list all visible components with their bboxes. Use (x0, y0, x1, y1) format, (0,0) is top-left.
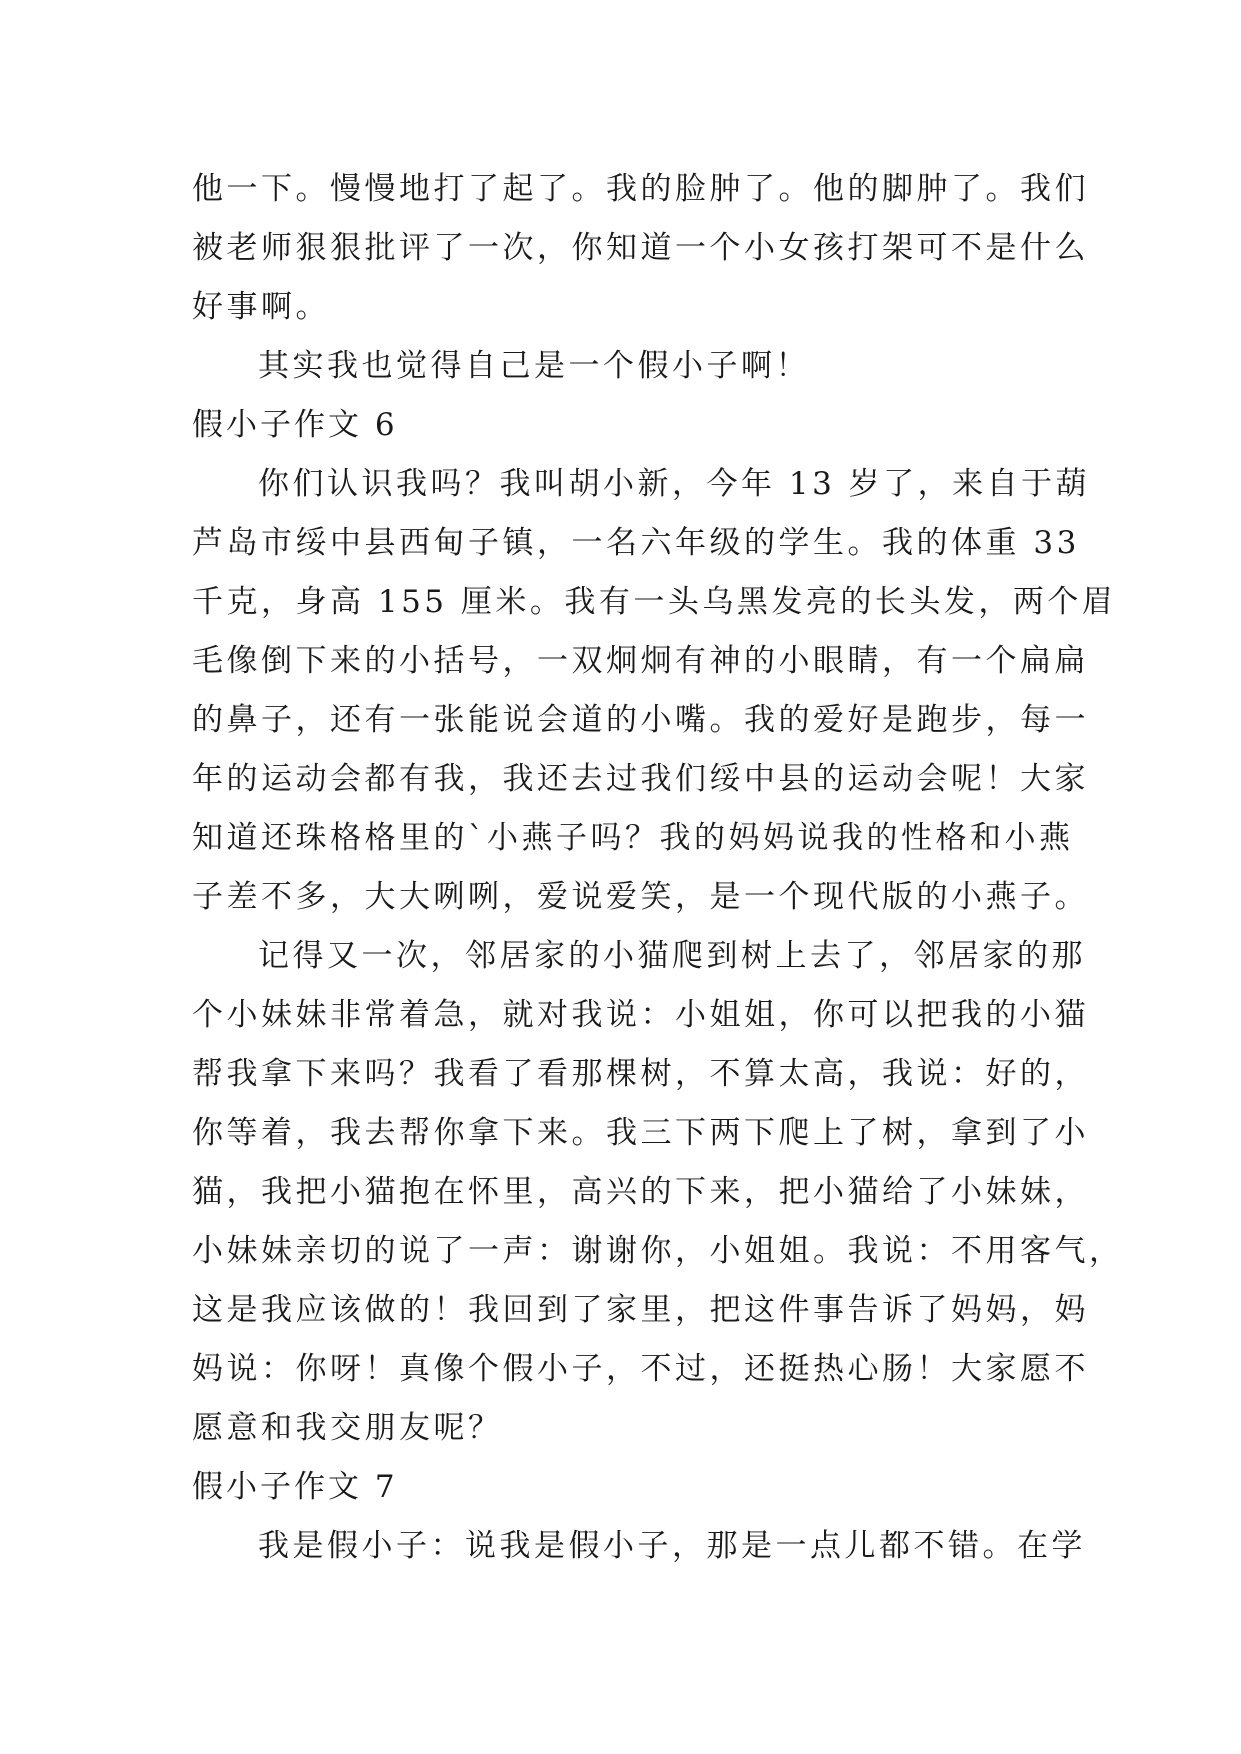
text-line: 愿意和我交朋友呢？ (192, 1410, 503, 1446)
text-line: 子差不多，大大咧咧，爱说爱笑，是一个现代版的小燕子。 (192, 879, 1089, 915)
text-line: 这是我应该做的！我回到了家里，把这件事告诉了妈妈，妈 (192, 1292, 1089, 1328)
text-line: 毛像倒下来的小括号，一双炯炯有神的小眼睛，有一个扁扁 (192, 643, 1089, 679)
document-page (192, 160, 1124, 1576)
text-line: 猫，我把小猫抱在怀里，高兴的下来，把小猫给了小妹妹， (192, 1174, 1089, 1210)
text-line: 其实我也觉得自己是一个假小子啊！ (258, 348, 810, 384)
paragraph (192, 337, 1062, 396)
paragraph (192, 455, 1117, 927)
text-line: 知道还珠格格里的`小燕子吗？我的妈妈说我的性格和小燕 (192, 820, 1074, 856)
section-heading: 假小子作文 6 (192, 407, 398, 443)
text-line: 千克，身高 155 厘米。我有一头乌黑发亮的长头发，两个眉 (192, 584, 1117, 620)
text-line: 小妹妹亲切的说了一声：谢谢你，小姐姐。我说：不用客气， (192, 1233, 1124, 1269)
text-line: 妈说：你呀！真像个假小子，不过，还挺热心肠！大家愿不 (192, 1351, 1089, 1387)
paragraph (192, 160, 1089, 337)
text-line: 个小妹妹非常着急，就对我说：小姐姐，你可以把我的小猫 (192, 997, 1089, 1033)
text-line: 你们认识我吗？我叫胡小新，今年 13 岁了，来自于葫 (258, 466, 1091, 502)
text-line: 被老师狠狠批评了一次，你知道一个小女孩打架可不是什么 (192, 230, 1089, 266)
text-line: 记得又一次，邻居家的小猫爬到树上去了，邻居家的那 (258, 938, 1086, 974)
paragraph (192, 927, 1124, 1458)
text-line: 芦岛市绥中县西甸子镇，一名六年级的学生。我的体重 33 (192, 525, 1080, 561)
text-line: 我是假小子：说我是假小子，那是一点儿都不错。在学 (258, 1528, 1086, 1564)
text-line: 你等着，我去帮你拿下来。我三下两下爬上了树，拿到了小 (192, 1115, 1089, 1151)
text-line: 帮我拿下来吗？我看了看那棵树，不算太高，我说：好的， (192, 1056, 1089, 1092)
text-line: 好事啊。 (192, 289, 330, 325)
text-line: 的鼻子，还有一张能说会道的小嘴。我的爱好是跑步，每一 (192, 702, 1089, 738)
paragraph (192, 1517, 1086, 1576)
text-line: 他一下。慢慢地打了起了。我的脸肿了。他的脚肿了。我们 (192, 171, 1089, 207)
section-heading: 假小子作文 7 (192, 1469, 398, 1505)
text-line: 年的运动会都有我，我还去过我们绥中县的运动会呢！大家 (192, 761, 1089, 797)
